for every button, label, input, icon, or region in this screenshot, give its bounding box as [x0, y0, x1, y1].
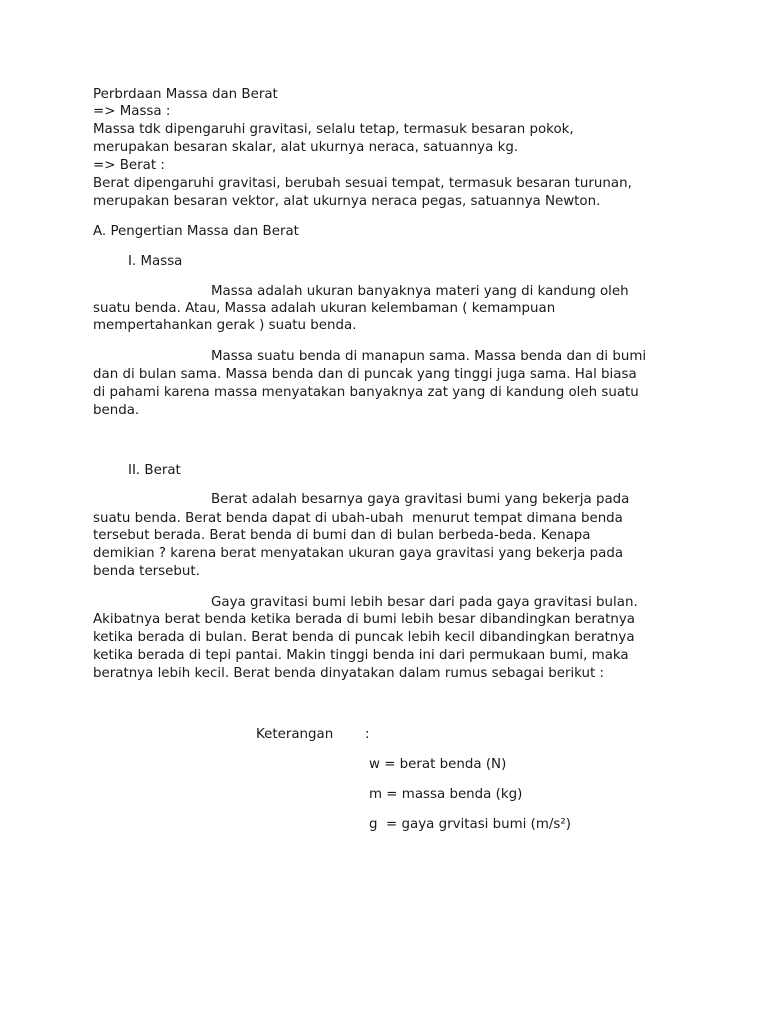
paragraph-line: beratnya lebih kecil. Berat benda dinyatakan dalam rumus sebagai berikut :: [93, 666, 605, 681]
berat-summary-line: Berat dipengaruhi gravitasi, berubah sesuai tempat, termasuk besaran turunan,: [93, 176, 632, 191]
paragraph-line: Gaya gravitasi bumi lebih besar dari pada gaya gravitasi bulan.: [211, 595, 638, 610]
paragraph-line: Massa suatu benda di manapun sama. Massa benda dan di bumi: [211, 349, 647, 364]
document-title: Perbrdaan Massa dan Berat: [93, 87, 278, 102]
paragraph-line: dan di bulan sama. Massa benda dan di puncak yang tinggi juga sama. Hal biasa: [93, 367, 637, 382]
massa-heading: I. Massa: [128, 254, 183, 269]
berat-summary-line: merupakan besaran vektor, alat ukurnya neraca pegas, satuannya Newton.: [93, 194, 601, 209]
keterangan-colon: :: [365, 727, 370, 742]
paragraph-line: benda tersebut.: [93, 564, 200, 579]
massa-summary-line: merupakan besaran skalar, alat ukurnya neraca, satuannya kg.: [93, 140, 519, 155]
variable-w-definition: w = berat benda (N): [369, 757, 507, 772]
paragraph-line: benda.: [93, 403, 140, 418]
paragraph-line: tersebut berada. Berat benda di bumi dan di bulan berbeda-beda. Kenapa: [93, 528, 591, 543]
variable-m-definition: m = massa benda (kg): [369, 787, 523, 802]
variable-g-definition: g = gaya grvitasi bumi (m/s²): [369, 817, 571, 832]
paragraph-line: Berat adalah besarnya gaya gravitasi bumi yang bekerja pada: [211, 492, 630, 507]
paragraph-line: suatu benda. Atau, Massa adalah ukuran kelembaman ( kemampuan: [93, 301, 556, 316]
paragraph-line: Akibatnya berat benda ketika berada di bumi lebih besar dibandingkan beratnya: [93, 612, 635, 627]
paragraph-line: mempertahankan gerak ) suatu benda.: [93, 318, 357, 333]
keterangan-label: Keterangan: [256, 727, 334, 742]
massa-summary-label: => Massa :: [93, 104, 171, 119]
section-a-heading: A. Pengertian Massa dan Berat: [93, 224, 299, 239]
paragraph-line: demikian ? karena berat menyatakan ukuran gaya gravitasi yang bekerja pada: [93, 546, 624, 561]
berat-heading: II. Berat: [128, 463, 181, 478]
massa-summary-line: Massa tdk dipengaruhi gravitasi, selalu tetap, termasuk besaran pokok,: [93, 122, 574, 137]
paragraph-line: di pahami karena massa menyatakan banyaknya zat yang di kandung oleh suatu: [93, 385, 639, 400]
paragraph-line: ketika berada di bulan. Berat benda di puncak lebih kecil dibandingkan beratnya: [93, 630, 635, 645]
paragraph-line: Massa adalah ukuran banyaknya materi yang di kandung oleh: [211, 284, 629, 299]
berat-summary-label: => Berat :: [93, 158, 165, 173]
paragraph-line: suatu benda. Berat benda dapat di ubah-ubah menurut tempat dimana benda: [93, 511, 623, 526]
paragraph-line: ketika berada di tepi pantai. Makin tinggi benda ini dari permukaan bumi, maka: [93, 648, 629, 663]
